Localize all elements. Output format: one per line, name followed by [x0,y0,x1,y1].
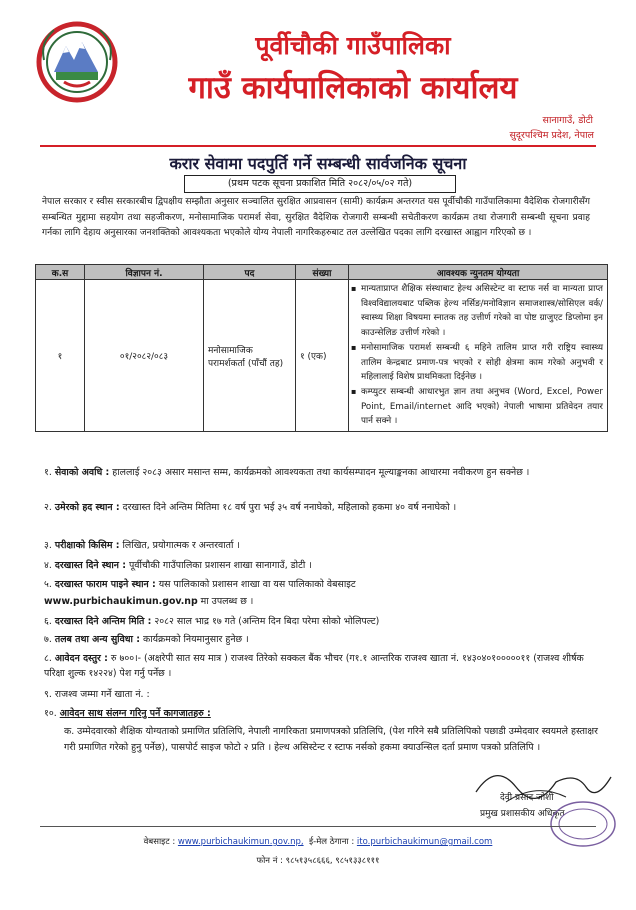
list-item [44,706,604,721]
table-row [36,280,608,432]
list-item [44,651,604,681]
item-label: आवेदन साथ संलग्न गरिनु पर्ने कागजातहरु : [59,708,211,719]
list-item [44,465,604,480]
email-link[interactable]: ito.purbichaukimun@gmail.com [356,837,493,847]
item-number: ९. [44,689,52,700]
website-text: www.purbichaukimun.gov.np [44,596,198,607]
item-label: उमेरको हद स्थान : [54,502,120,513]
website-link[interactable]: www.purbichaukimun.gov.np, [177,837,304,847]
notice-subtitle: (प्रथम पटक सूचना प्रकाशित मिति २०८२/०५/०२ गते) [184,175,456,193]
item-text: यस पालिकाको प्रशासन शाखा वा यस पालिकाको वेबसाइट [155,579,356,590]
header-post: पद [204,265,296,280]
item-number: ८. [44,653,52,664]
item-number: ७. [44,634,52,645]
qualification-item: ▪ कम्प्युटर सम्बन्धी आधारभुत ज्ञान तथा अनुभव (Word, Excel, Power Point, Email/internet आदि भएको) नेपाली भाषामा प्रतिवेदन तयार पार्न सक्ने । [353,385,603,429]
signatory-name: देवी प्रसाद जोशी [500,793,554,803]
footer-divider [40,826,596,827]
website-label: वेबसाइट : [143,837,176,847]
item-label: सेवाको अवधि : [54,467,110,478]
item-text: मा उपलब्ध छ । [197,596,254,607]
cell-post: मनोसामाजिक परामर्शकर्ता (पाँचौं तह) [204,280,296,432]
item-number: ६. [44,616,52,627]
notice-title: करार सेवामा पदपुर्ति गर्ने सम्बन्धी सार्वजनिक सूचना [169,154,467,173]
municipality-name: पूर्वीचौकी गाउँपालिका [255,31,451,60]
item-label: तलब तथा अन्य सुविधा : [54,634,141,645]
office-address-line1: सानागाउँ, डोटी [542,115,593,126]
cell-ad-no: ०१/२०८२/०८३ [85,280,204,432]
item-label: दरखास्त दिने अन्तिम मिति : [54,616,152,627]
item-text: पूर्वीचौकी गाउँपालिका प्रशासन शाखा सानागाउँ, डोटी । [125,560,312,571]
item-label: परीक्षाको किसिम : [54,540,120,551]
cell-qualifications [349,280,608,432]
qualification-item: ▪ मनोसामाजिक परामर्श सम्बन्धी ६ महिने तालिम प्राप्त गरी राष्ट्रिय स्वास्थ्य तालिम केन्द्रबाट प्रमाण-पत्र भएको र सोही क्षेत्रमा काम गरेको अनुभवी र महिलालाई विशेष प्राथमिकता दिईनेछ । [353,341,603,385]
item-label: दरखास्त दिने स्थान : [54,560,126,571]
header-sn: क.स [36,265,85,280]
table-header-row [36,265,608,280]
list-item [44,558,604,573]
item-number: १. [44,467,52,478]
list-item [44,632,604,647]
item-text: २०८२ साल भाद्र १७ गते (अन्तिम दिन बिदा परेमा सोको भोलिपल्ट) [151,616,380,627]
item-number: २. [44,502,52,513]
item-text: हाललाई २०८३ असार मसान्त सम्म, कार्यक्रमको आवश्यकता तथा कार्यसम्पादन मूल्याङ्कनका आधारमा नवीकरण हुन सक्नेछ । [109,467,530,478]
item-label: आवेदन दस्तुर : [54,653,108,664]
header-ad-no: विज्ञापन नं. [85,265,204,280]
item-text: लिखित, प्रयोगात्मक र अन्तरवार्ता । [119,540,240,551]
list-item [44,687,604,702]
item-number: १०. [44,708,57,719]
item-label: दरखास्त फाराम पाइने स्थान : [54,579,156,590]
item-number: ४. [44,560,52,571]
list-item [44,500,604,515]
office-address-line2: सुदूरपश्चिम प्रदेश, नेपाल [509,130,594,141]
item-text: कार्यक्रमको नियमानुसार हुनेछ । [140,634,249,645]
footer-phone: फोन नं : ९८५१३५८६६६, ९८५१३३८१११ [256,856,380,866]
header-divider [40,145,596,147]
email-label: ई-मेल ठेगाना : [308,837,355,847]
requirements-table [35,264,608,432]
office-name: गाउँ कार्यपालिकाको कार्यालय [188,70,518,106]
item-text: उम्मेदवारको शैक्षिक योग्यताको प्रमाणित प्रतिलिपि, नेपाली नागरिकता प्रमाणपत्रको प्रतिलिपि, (पेश गरिने सबै प्रतिलिपिको पछाडी उम्मेदवार स्वयमले हस्ताक्षर गरी प्रमाणित गरेको हुनु पर्नेछ), पासपोर्ट साइज फोटो २ प्रति । हेल्थ असिस्टेन्ट र स्टाफ नर्सको हकमा क्याउन्सिल दर्ता प्रमाण पत्रको प्रतिलिपि । [64,726,598,753]
notice-intro: नेपाल सरकार र स्वीस सरकारबीच द्विपक्षीय सम्झौता अनुसार सञ्चालित सुरक्षित आप्रवासन (सामी) कार्यक्रम अन्तरगत यस पूर्वीचौकी गाउँपालिकामा वैदेशिक रोजगारीसँग सम्बन्धित मुद्दामा सहयोग तथा सहजीकरण, मनोसामाजिक परामर्श सेवा, सुरक्षित वैदेशिक रोजगारी सम्बन्धी सचेतीकरण कार्यक्रम तथा रोजगारी सम्बन्धी सूचना प्रवाह गर्नका लागि देहाय अनुसारका जनशक्तिको आवश्यकता भएकोले योग्य नेपाली नागरिकहरुबाट तल उल्लेखित पदका लागि दरखास्त आह्वान गरिएको छ । [42,197,590,238]
item-number: ५. [44,579,52,590]
item-number: क. [64,726,75,737]
header-count: संख्या [296,265,349,280]
item-number: ३. [44,540,52,551]
item-text: राजश्व जम्मा गर्ने खाता नं. : [54,689,150,700]
list-item [44,594,604,609]
item-text: रु ७००।- (अक्षरेपी सात सय मात्र ) राजश्व तिरेको सक्कल बैंक भौचर (ग१.१ आन्तरिक राजश्व खाता नं. १४३०४०१०००००११ (राजश्व शीर्षक परिक्षा शुल्क १४२२४) पेश गर्नु पर्नेछ । [44,653,584,679]
list-item [44,614,604,629]
header-qualification: आवश्यक न्युनतम योग्यता [349,265,608,280]
footer-contacts [0,836,636,847]
list-item [44,538,604,553]
item-text: दरखास्त दिने अन्तिम मितिमा १८ वर्ष पुरा भई ३५ वर्ष ननाघेको, महिलाको हकमा ४० वर्ष ननाघेको । [119,502,457,513]
list-item [44,577,604,592]
qualification-item: ▪ मान्यताप्राप्त शैक्षिक संस्थाबाट हेल्थ असिस्टेन्ट वा स्टाफ नर्स वा मान्यता प्राप्त विश्वविद्यालयबाट पब्लिक हेल्थ नर्सिङ/मनोविज्ञान समाजशास्त्र/सोसिएल वर्क/स्वास्थ्य शिक्षा विषयमा स्नातक तह उत्तीर्ण गरेको वा पोष्ट ग्राजुएट डिप्लोमा इन काउन्सेलिङ उत्तीर्ण गरेको । [353,282,603,341]
cell-count: १ (एक) [296,280,349,432]
cell-sn: १ [36,280,85,432]
signatory-role: प्रमुख प्रशासकीय अधिकृत [480,809,565,819]
